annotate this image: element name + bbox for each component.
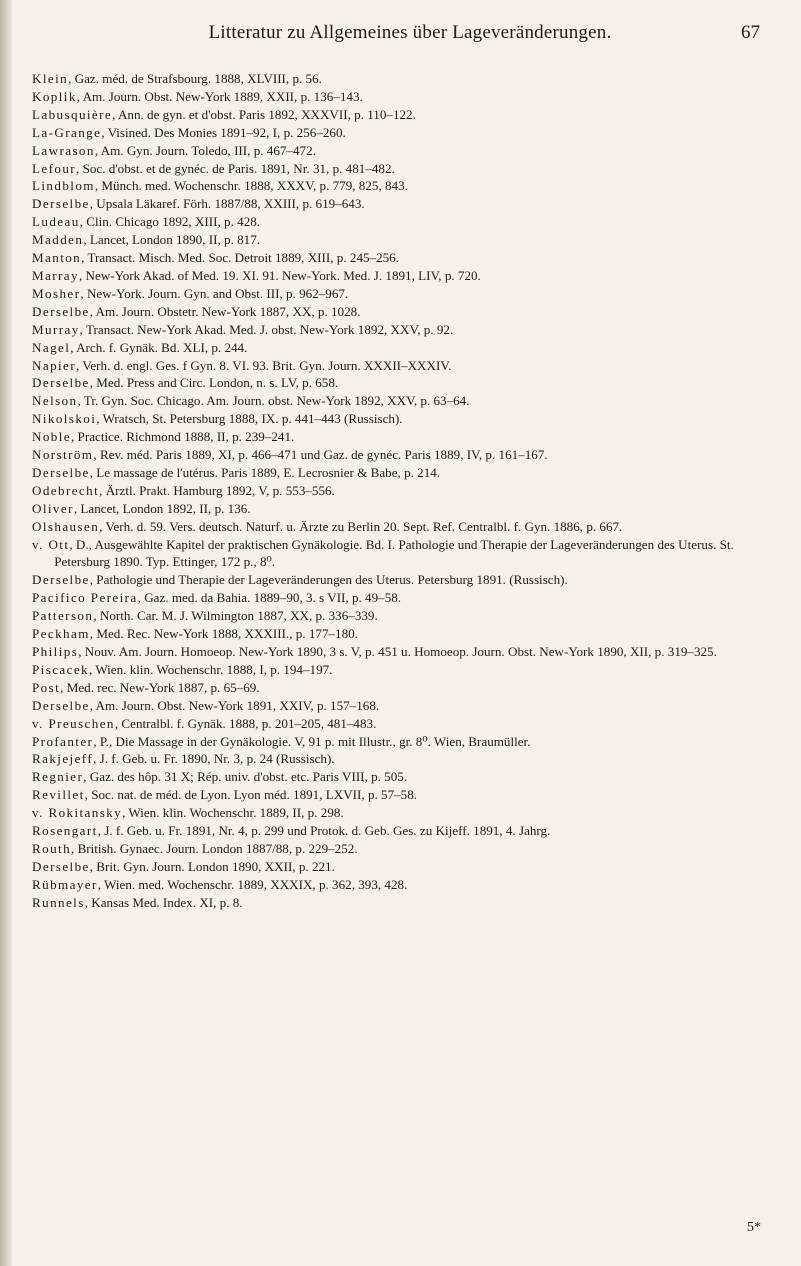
bibliography-entry <box>32 786 777 804</box>
page-edge-shadow <box>0 0 12 1266</box>
bibliography-entry <box>32 339 777 357</box>
entry-citation: , Upsala Läkaref. Förh. 1887/88, XXIII, p. 619–643. <box>89 196 365 212</box>
entry-author: Marray <box>32 267 79 283</box>
entry-author: Napier <box>32 357 77 373</box>
bibliography-entry <box>32 625 777 643</box>
bibliography-entry <box>32 142 777 160</box>
entry-author: Nelson <box>32 393 78 409</box>
entry-author: Mosher <box>32 285 81 301</box>
bibliography-entry <box>32 88 777 106</box>
bibliography-entry <box>32 124 777 142</box>
entry-citation: , Med. rec. New-York 1887, p. 65–69. <box>60 679 260 695</box>
entry-citation: , Lancet, London 1890, II, p. 817. <box>83 232 261 248</box>
entry-citation: , J. f. Geb. u. Fr. 1890, Nr. 3, p. 24 (Russisch). <box>93 751 335 767</box>
entry-author: Norström <box>32 447 94 463</box>
bibliography-entry <box>32 357 777 375</box>
entry-author: Profanter <box>32 733 94 749</box>
page-header <box>60 22 760 50</box>
entry-citation: , P., Die Massage in der Gynäkologie. V, 91 p. mit Illustr., gr. 8⁰. Wien, Braumüller. <box>93 733 531 749</box>
bibliography-entry <box>32 392 777 410</box>
entry-author: Derselbe <box>32 858 90 874</box>
entry-citation: , Gaz. méd. de Strafsbourg. 1888, XLVIII, p. 56. <box>68 71 322 86</box>
bibliography-entry <box>32 697 777 715</box>
entry-citation: , Arch. f. Gynäk. Bd. XLI, p. 244. <box>70 339 248 355</box>
entry-citation: , Soc. d'obst. et de gynéc. de Paris. 1891, Nr. 31, p. 481–482. <box>76 160 395 176</box>
entry-citation: , D., Ausgewählte Kapitel der praktischen Gynäkologie. Bd. I. Pathologie und Therapie der Lageveränderungen des Uterus. St. Petersburg 1890. Typ. Ettinger, 172 p., 8⁰. <box>54 536 734 570</box>
entry-author: Post <box>32 679 61 695</box>
entry-citation: , Clin. Chicago 1892, XIII, p. 428. <box>79 214 261 230</box>
page-number: 67 <box>741 22 760 43</box>
bibliography-entry <box>32 661 777 679</box>
bibliography-entry <box>32 195 777 213</box>
entry-author: Pacifico Pereira <box>32 590 138 606</box>
entry-citation: , Transact. Misch. Med. Soc. Detroit 1889, XIII, p. 245–256. <box>81 250 400 266</box>
entry-citation: , Soc. nat. de méd. de Lyon. Lyon méd. 1891, LXVII, p. 57–58. <box>84 787 418 803</box>
bibliography-entry <box>32 285 777 303</box>
signature-mark: 5* <box>747 1220 761 1235</box>
entry-citation: , Ann. de gyn. et d'obst. Paris 1892, XXXVII, p. 110–122. <box>112 106 416 122</box>
bibliography-entry <box>32 106 777 124</box>
entry-citation: , Verh. d. 59. Vers. deutsch. Naturf. u. Ärzte zu Berlin 20. Sept. Ref. Centralbl. f. Gyn. 1886, p. 667. <box>99 518 623 534</box>
bibliography-entry <box>32 768 777 786</box>
entry-author: Revillet <box>32 787 85 803</box>
entry-author: Oliver <box>32 500 74 516</box>
entry-citation: , Transact. New-York Akad. Med. J. obst. New-York 1892, XXV, p. 92. <box>79 321 454 337</box>
bibliography-entry <box>32 894 777 912</box>
entry-citation: , J. f. Geb. u. Fr. 1891, Nr. 4, p. 299 und Protok. d. Geb. Ges. zu Kijeff. 1891, 4. Jahrg. <box>97 823 551 839</box>
bibliography-entry <box>32 249 777 267</box>
entry-author: Olshausen <box>32 518 100 534</box>
entry-citation: , Am. Journ. Obst. New-York 1889, XXII, p. 136–143. <box>76 88 363 104</box>
entry-author: Murray <box>32 321 80 337</box>
bibliography-entry <box>32 213 777 231</box>
entry-citation: , Wratsch, St. Petersburg 1888, IX. p. 441–443 (Russisch). <box>96 411 403 427</box>
entry-author: Regnier <box>32 769 84 785</box>
running-title: Litteratur zu Allgemeines über Lageveränderungen. <box>208 22 612 43</box>
bibliography-entry <box>32 446 777 464</box>
entry-citation: , Wien. klin. Wochenschr. 1889, II, p. 298. <box>122 805 344 821</box>
bibliography-entry <box>32 804 777 822</box>
bibliography-entry <box>32 267 777 285</box>
entry-author: Derselbe <box>32 464 90 480</box>
entry-author: Philips <box>32 644 79 659</box>
entry-author: v. Ott <box>32 536 70 552</box>
entry-author: Rübmayer <box>32 876 98 892</box>
bibliography-entry <box>32 160 777 178</box>
entry-author: Piscacek <box>32 661 90 677</box>
entry-author: Noble <box>32 429 71 445</box>
entry-citation: , Med. Press and Circ. London, n. s. LV, p. 658. <box>89 375 339 391</box>
bibliography-entry <box>32 858 777 876</box>
bibliography-entry <box>32 321 777 339</box>
entry-author: Manton <box>32 250 82 266</box>
entry-citation: , Practice. Richmond 1888, II, p. 239–241. <box>71 429 295 445</box>
entry-author: Klein <box>32 71 69 86</box>
entry-citation: , Gaz. med. da Bahia. 1889–90, 3. s VII, p. 49–58. <box>137 590 402 606</box>
bibliography-entry <box>32 518 777 536</box>
entry-citation: , Ärztl. Prakt. Hamburg 1892, V, p. 553–556. <box>99 482 335 498</box>
bibliography-entry <box>32 822 777 840</box>
bibliography-entry <box>32 750 777 768</box>
entry-citation: , Brit. Gyn. Journ. London 1890, XXII, p. 221. <box>89 858 335 874</box>
entry-citation: , New-York. Journ. Gyn. and Obst. III, p. 962–967. <box>80 285 349 301</box>
entry-citation: , New-York Akad. of Med. 19. XI. 91. New-York. Med. J. 1891, LIV, p. 720. <box>78 267 481 283</box>
bibliography-entry <box>32 679 777 697</box>
entry-citation: , Visined. Des Monies 1891–92, I, p. 256–260. <box>101 124 346 140</box>
entry-author: La-Grange <box>32 124 102 140</box>
bibliography-entry <box>32 733 777 751</box>
bibliography-entry <box>32 643 777 661</box>
entry-citation: , Wien. klin. Wochenschr. 1888, I, p. 194–197. <box>89 661 333 677</box>
entry-author: Nagel <box>32 339 71 355</box>
entry-citation: , Wien. med. Wochenschr. 1889, XXXIX, p. 362, 393, 428. <box>97 876 408 892</box>
entry-citation: , Rev. méd. Paris 1889, XI, p. 466–471 und Gaz. de gynéc. Paris 1889, IV, p. 161–167. <box>93 447 548 463</box>
entry-author: Madden <box>32 232 84 248</box>
entry-citation: , Gaz. des hôp. 31 X; Rép. univ. d'obst. etc. Paris VIII, p. 505. <box>83 769 408 785</box>
bibliography-entry <box>32 482 777 500</box>
entry-citation: , Verh. d. engl. Ges. f Gyn. 8. VI. 93. Brit. Gyn. Journ. XXXII–XXXIV. <box>76 357 452 373</box>
entry-author: Derselbe <box>32 572 90 588</box>
entry-citation: , Med. Rec. New-York 1888, XXXIII., p. 177–180. <box>89 626 358 642</box>
entry-citation: , British. Gynaec. Journ. London 1887/88, p. 229–252. <box>71 840 358 856</box>
entry-citation: , Münch. med. Wochenschr. 1888, XXXV, p. 779, 825, 843. <box>94 178 408 194</box>
entry-citation: , Pathologie und Therapie der Lageveränderungen des Uterus. Petersburg 1891. (Russisch). <box>89 572 568 588</box>
entry-citation: , Am. Gyn. Journ. Toledo, III, p. 467–472. <box>94 142 316 158</box>
entry-author: Odebrecht <box>32 482 100 498</box>
entry-author: Rosengart <box>32 823 98 839</box>
bibliography-entry <box>32 303 777 321</box>
entry-author: Patterson <box>32 608 94 624</box>
entry-citation: , Nouv. Am. Journ. Homoeop. New-York 1890, 3 s. V, p. 451 u. Homoeop. Journ. Obst. New-York 1890, XII, p. 319–325. <box>78 644 717 659</box>
entry-author: v. Preuschen <box>32 715 115 731</box>
bibliography-entry <box>32 374 777 392</box>
bibliography-entry <box>32 231 777 249</box>
entry-author: Rakjejeff <box>32 751 94 767</box>
entry-author: v. Rokitansky <box>32 805 123 821</box>
bibliography-list <box>32 70 777 912</box>
bibliography-entry <box>32 500 777 518</box>
entry-author: Routh <box>32 840 72 856</box>
entry-citation: , Le massage de l'utérus. Paris 1889, E. Lecrosnier & Babe, p. 214. <box>89 464 441 480</box>
entry-author: Lefour <box>32 160 77 176</box>
entry-author: Lindblom <box>32 178 95 194</box>
entry-citation: , Tr. Gyn. Soc. Chicago. Am. Journ. obst. New-York 1892, XXV, p. 63–64. <box>77 393 470 409</box>
bibliography-entry <box>32 464 777 482</box>
entry-author: Derselbe <box>32 375 90 391</box>
bibliography-entry <box>32 840 777 858</box>
bibliography-entry <box>32 536 777 572</box>
bibliography-entry <box>32 607 777 625</box>
entry-author: Labusquière <box>32 106 113 122</box>
entry-citation: , North. Car. M. J. Wilmington 1887, XX, p. 336–339. <box>93 608 378 624</box>
entry-author: Peckham <box>32 626 90 642</box>
bibliography-entry <box>32 876 777 894</box>
bibliography-entry <box>32 571 777 589</box>
entry-author: Koplik <box>32 88 77 104</box>
bibliography-entry <box>32 428 777 446</box>
bibliography-entry <box>32 177 777 195</box>
entry-citation: , Am. Journ. Obstetr. New-York 1887, XX, p. 1028. <box>89 303 361 319</box>
bibliography-entry <box>32 715 777 733</box>
bibliography-entry <box>32 410 777 428</box>
bibliography-entry <box>32 70 777 88</box>
entry-author: Derselbe <box>32 196 90 212</box>
entry-author: Nikolskoi <box>32 411 97 427</box>
entry-citation: , Am. Journ. Obst. New-York 1891, XXIV, p. 157–168. <box>89 697 380 713</box>
entry-author: Runnels <box>32 894 85 910</box>
entry-author: Derselbe <box>32 303 90 319</box>
entry-author: Lawrason <box>32 142 95 158</box>
entry-citation: , Centralbl. f. Gynäk. 1888, p. 201–205, 481–483. <box>114 715 377 731</box>
entry-author: Ludeau <box>32 214 80 230</box>
bibliography-entry <box>32 589 777 607</box>
entry-citation: , Kansas Med. Index. XI, p. 8. <box>84 894 243 910</box>
entry-citation: , Lancet, London 1892, II, p. 136. <box>73 500 251 516</box>
entry-author: Derselbe <box>32 697 90 713</box>
